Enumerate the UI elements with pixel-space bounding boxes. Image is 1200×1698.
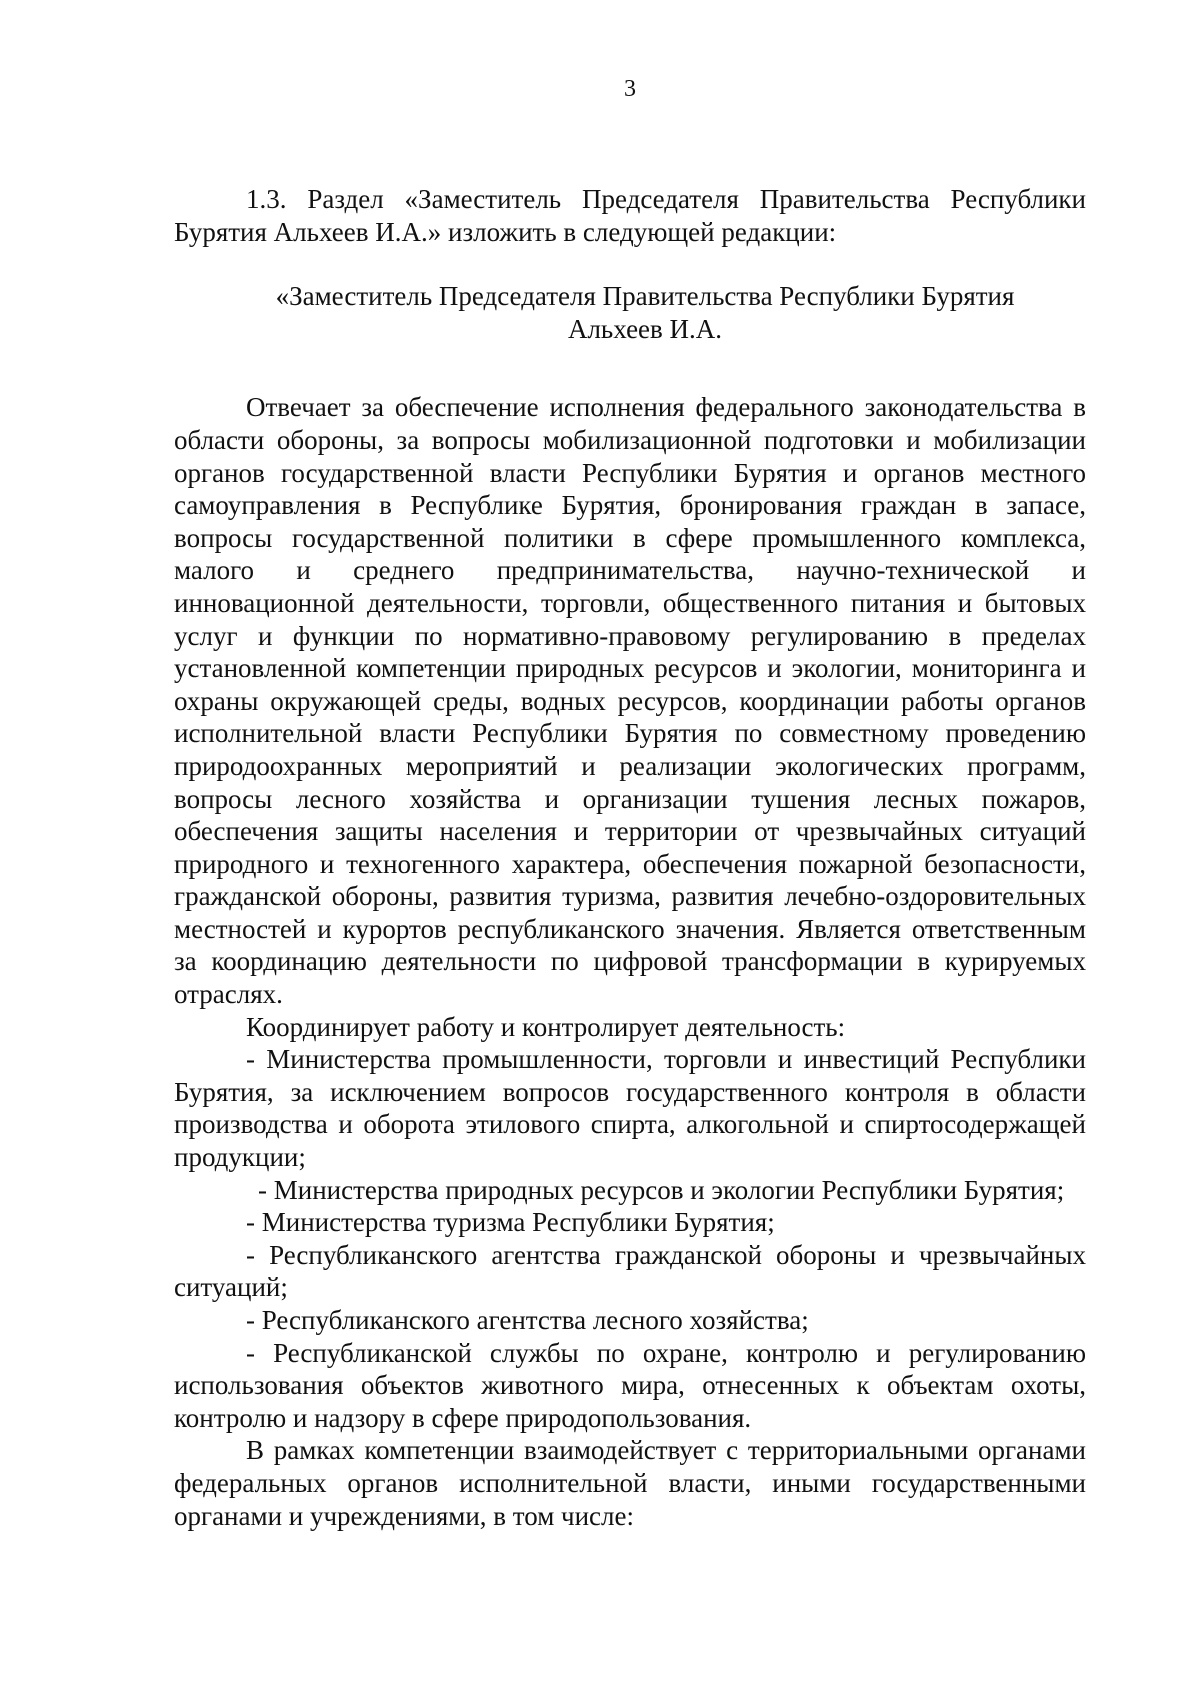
list-item: - Республиканского агентства лесного хозяйства;	[246, 1305, 809, 1335]
responsibilities-paragraph: Отвечает за обеспечение исполнения федерального законодательства в области обороны, за вопросы мобилизационной подготовки и мобилизации органов государственной власти Республики Бурятия и органов местного самоуправления в Республике Бурятия, бронирования граждан в запасе, вопросы государственной политики в сфере промышленного комплекса, малого и среднего предпринимательства, научно-технической и инновационной деятельности, торговли, общественного питания и бытовых услуг и функции по нормативно-правовому регулированию в пределах установленной компетенции природных ресурсов и экологии, мониторинга и охраны окружающей среды, водных ресурсов, координации работы органов исполнительной власти Республики Бурятия по совместному проведению природоохранных мероприятий и реализации экологических программ, вопросы лесного хозяйства и организации тушения лесных пожаров, обеспечения защиты населения и территории от чрезвычайных ситуаций природного и техногенного характера, обеспечения пожарной безопасности, гражданской обороны, развития туризма, развития лечебно-оздоровительных местностей и курортов республиканского значения. Является ответственным за координацию деятельности по цифровой трансформации в курируемых отраслях.	[174, 392, 1086, 1010]
list-item: - Министерства промышленности, торговли и инвестиций Республики Бурятия, за исключением вопросов государственного контроля в области производства и оборота этилового спирта, алкогольной и спиртосодержащей продукции;	[174, 1044, 1086, 1173]
list-item: - Министерства природных ресурсов и экологии Республики Бурятия;	[258, 1174, 1065, 1205]
section-heading	[174, 280, 1086, 345]
heading-line-2: Альхеев И.А.	[567, 313, 723, 344]
interaction-paragraph: В рамках компетенции взаимодействует с территориальными органами федеральных органов исполнительной власти, иными государственными органами и учреждениями, в том числе:	[174, 1435, 1086, 1531]
document-body	[174, 183, 1086, 1532]
list-item: - Республиканской службы по охране, контролю и регулированию использования объектов животного мира, отнесенных к объектам охоты, контролю и надзору в сфере природопользования.	[174, 1337, 1086, 1433]
intro-paragraph: 1.3. Раздел «Заместитель Председателя Правительства Республики Бурятия Альхеев И.А.» изложить в следующей редакции:	[174, 184, 1086, 247]
heading-line-1: «Заместитель Председателя Правительства Республики Бурятия	[275, 281, 1015, 312]
coordinates-intro: Координирует работу и контролирует деятельность:	[246, 1011, 846, 1042]
list-item: - Министерства туризма Республики Бурятия;	[246, 1207, 775, 1238]
page-number: 3	[624, 76, 636, 102]
list-item: - Республиканского агентства гражданской обороны и чрезвычайных ситуаций;	[174, 1239, 1086, 1303]
